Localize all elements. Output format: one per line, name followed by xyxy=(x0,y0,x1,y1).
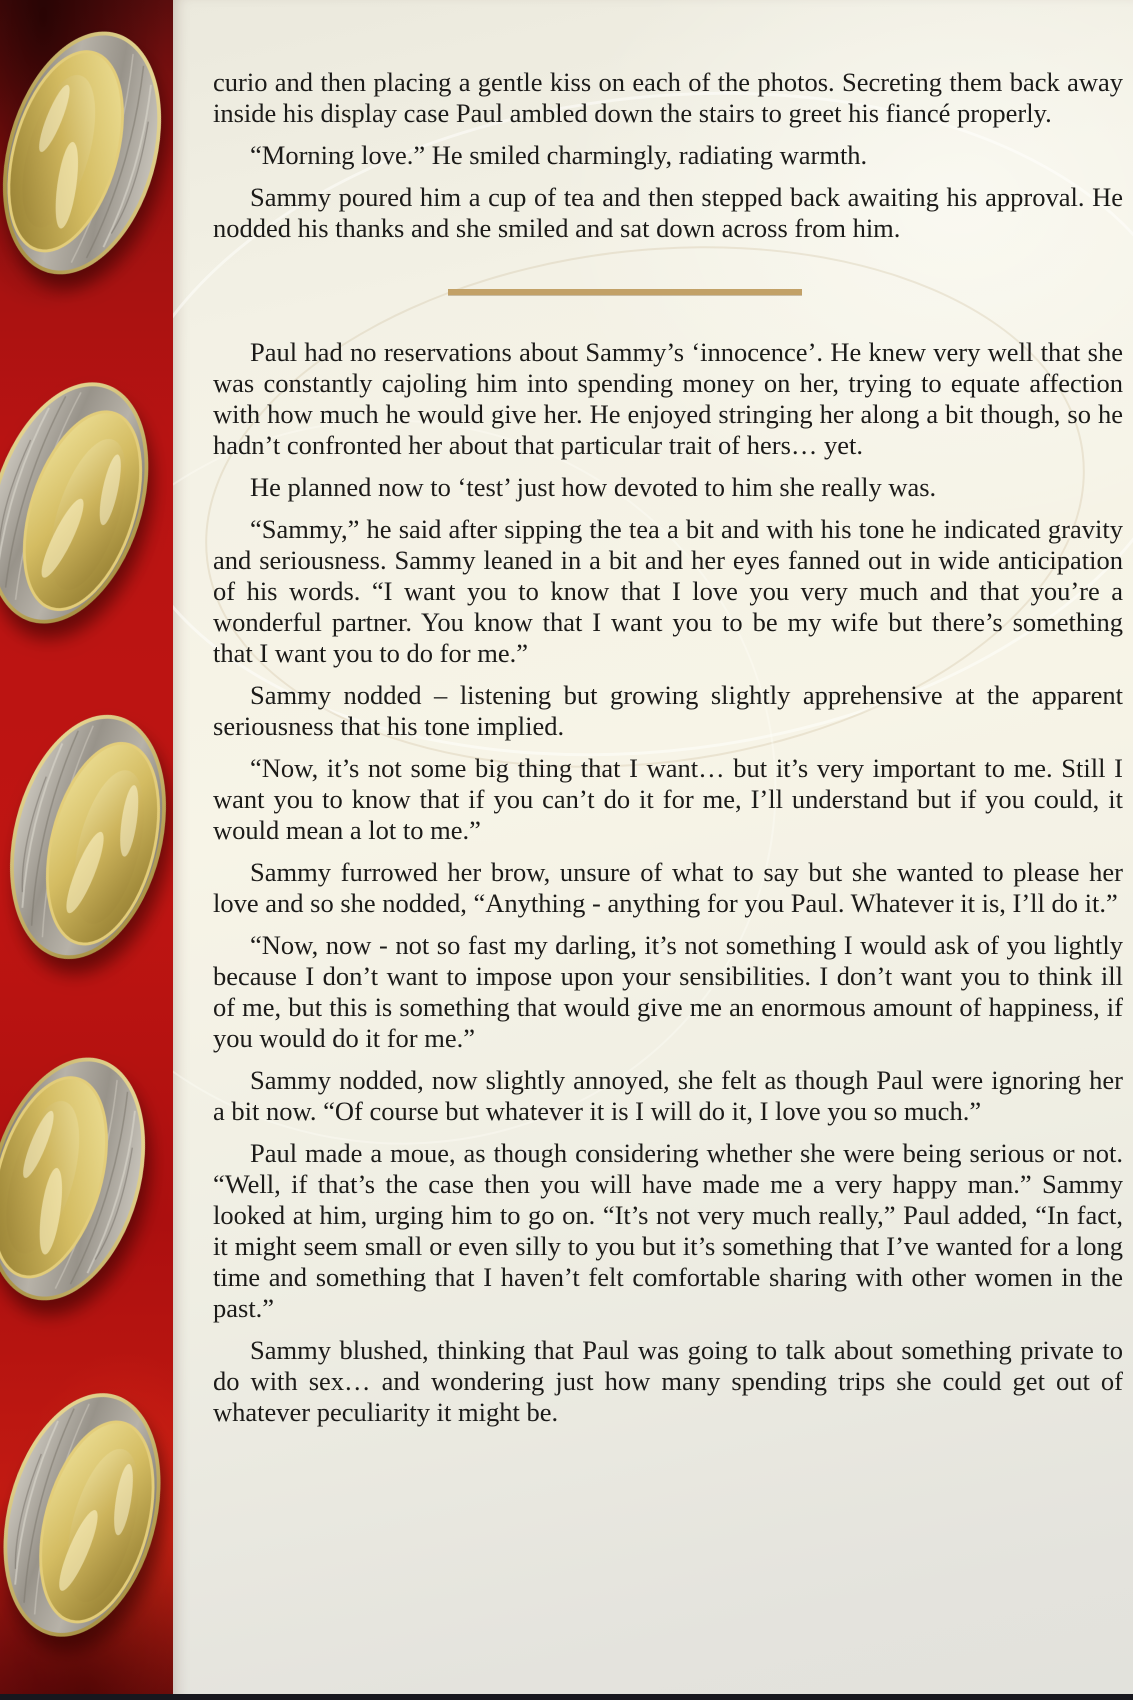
story-section-bottom xyxy=(213,337,1123,1428)
rings-sidebar xyxy=(0,0,173,1700)
story-paragraph: He planned now to ‘test’ just how devoted to him she really was. xyxy=(250,472,937,502)
story-paragraph: Sammy poured him a cup of tea and then stepped back awaiting his approval. He nodded his thanks and she smiled and sat down across from him. xyxy=(213,182,1123,243)
story-paragraph: Sammy blushed, thinking that Paul was going to talk about something private to do with sex… and wondering just how many spending trips she could get out of whatever peculiarity it might be. xyxy=(213,1335,1123,1427)
bottom-edge-bar xyxy=(0,1694,1133,1700)
story-paragraph: curio and then placing a gentle kiss on each of the photos. Secreting them back away inside his display case Paul ambled down the stairs to greet his fiancé properly. xyxy=(213,67,1123,128)
section-divider xyxy=(448,289,802,295)
gold-damascus-wedding-band-image xyxy=(0,6,173,300)
gold-damascus-wedding-band-image xyxy=(0,1369,173,1661)
story-paragraph: Sammy furrowed her brow, unsure of what to say but she wanted to please her love and so she nodded, “Anything - anything for you Paul. Whatever it is, I’ll do it.” xyxy=(213,857,1123,918)
ring-photo-strip xyxy=(0,0,173,1700)
story-section-top xyxy=(213,67,1123,244)
story-paragraph: “Morning love.” He smiled charmingly, radiating warmth. xyxy=(250,140,868,170)
story-paragraph: “Sammy,” he said after sipping the tea a bit and with his tone he indicated gravity and seriousness. Sammy leaned in a bit and her eyes fanned out in wide anticipation of his words. “I want you to know that I love you very much and that you’re a wonderful partner. You know that I want you to be my wife but there’s something that I want you to do for me.” xyxy=(213,514,1123,668)
gold-damascus-wedding-band-image xyxy=(0,355,173,651)
story-text xyxy=(173,0,1133,1428)
story-paragraph: “Now, it’s not some big thing that I want… but it’s very important to me. Still I want you to know that if you can’t do it for me, I’ll understand but if you could, it would mean a lot to me.” xyxy=(213,753,1123,845)
gold-damascus-wedding-band-image xyxy=(0,692,173,983)
gold-damascus-wedding-band-image xyxy=(0,1032,173,1326)
story-paragraph: Sammy nodded, now slightly annoyed, she felt as though Paul were ignoring her a bit now. “Of course but whatever it is I will do it, I love you so much.” xyxy=(213,1065,1123,1126)
story-paragraph: “Now, now - not so fast my darling, it’s not something I would ask of you lightly because I don’t want to impose upon your sensibilities. I don’t want you to think ill of me, but this is something that would give me an enormous amount of happiness, if you would do it for me.” xyxy=(213,930,1123,1053)
story-paragraph: Sammy nodded – listening but growing slightly apprehensive at the apparent seriousness that his tone implied. xyxy=(213,680,1123,741)
page-content xyxy=(173,0,1133,1700)
story-paragraph: Paul had no reservations about Sammy’s ‘innocence’. He knew very well that she was constantly cajoling him into spending money on her, trying to equate affection with how much he would give her. He enjoyed stringing her along a bit though, so he hadn’t confronted her about that particular trait of hers… yet. xyxy=(213,337,1123,460)
story-paragraph: Paul made a moue, as though considering whether she were being serious or not. “Well, if that’s the case then you will have made me a very happy man.” Sammy looked at him, urging him to go on. “It’s not very much really,” Paul added, “In fact, it might seem small or even silly to you but it’s something that I’ve wanted for a long time and something that I haven’t felt comfortable sharing with other women in the past.” xyxy=(213,1138,1123,1323)
